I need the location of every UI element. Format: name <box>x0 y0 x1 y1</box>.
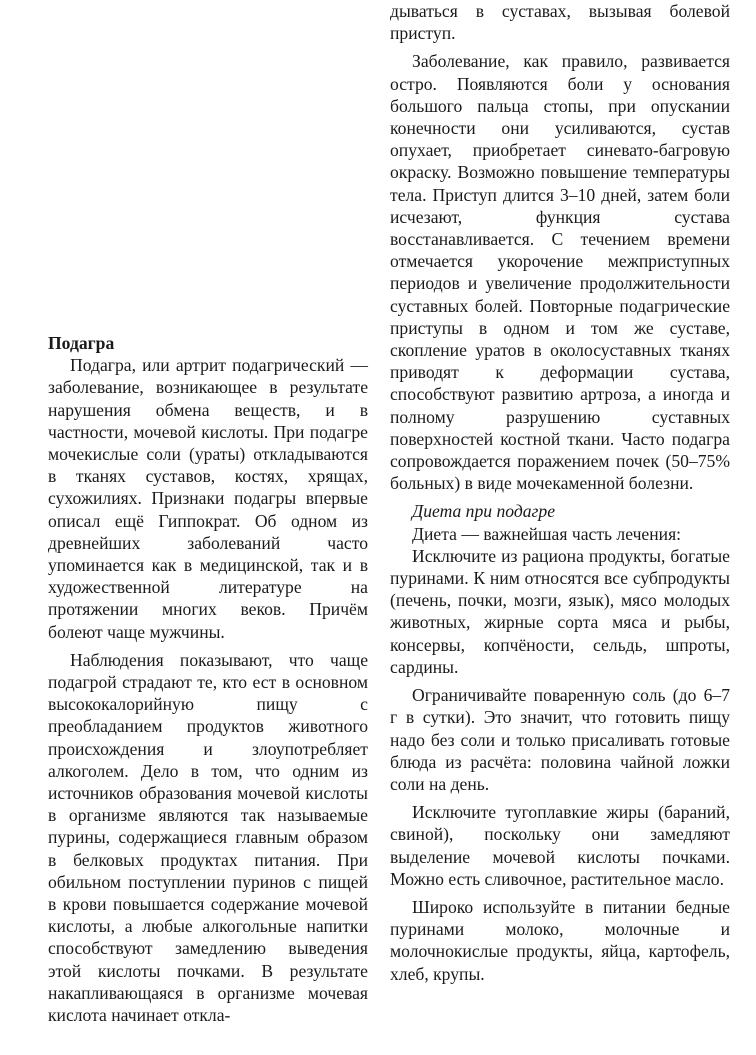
paragraph: Наблюдения показывают, что чаще подагрой страдают те, кто ест в основном высококалорийную пищу с преобладанием продуктов животного происхождения и злоупотребляет алкоголем. Дело в том, что одним из источников образования мочевой кислоты в организме являются так называемые пурины, содержащиеся главным образом в белковых продуктах питания. При обильном поступлении пуринов с пищей в крови повышается содержание мочевой кислоты, а любые алкогольные напитки способствуют замедлению выведения этой кислоты почками. В результате накапливающаяся в организме мочевая кислота начинает откла- <box>48 649 368 1026</box>
paragraph: Исключите из рациона продукты, богатые пуринами. К ним относятся все субпродукты (печень, почки, мозги, язык), мясо молодых животных, жирные сорта мяса и рыбы, консервы, копчёности, сельдь, шпроты, сардины. <box>390 545 730 677</box>
paragraph: Подагра, или артрит подагрический — заболевание, возникающее в результате нарушения обмена веществ, и в частности, мочевой кислоты. При подагре мочекислые соли (ураты) откладываются в тканях суставов, костях, хрящах, сухожилиях. Признаки подагры впервые описал ещё Гиппократ. Об одном из древнейших заболеваний часто упоминается как в медицинской, так и в художественной литературе на протяжении многих веков. Причём болеют чаще мужчины. <box>48 355 368 642</box>
subsection-heading: Диета при подагре <box>412 501 556 522</box>
paragraph: Диета — важнейшая часть лечения: <box>412 523 682 544</box>
paragraph: Исключите тугоплавкие жиры (бараний, свиной), поскольку они замедляют выделение мочевой кислоты почками. Можно есть сливочное, растительное масло. <box>390 802 730 889</box>
paragraph-continuation: дываться в суставах, вызывая болевой приступ. <box>390 1 730 44</box>
paragraph: Заболевание, как правило, развивается остро. Появляются боли у основания большого пальца стопы, при опускании конечности они усиливаются, сустав опухает, приобретает синевато-багровую окраску. Возможно повышение температуры тела. Приступ длится 3–10 дней, затем боли исчезают, функция сустава восстанавливается. С течением времени отмечается укорочение межприступных периодов и увеличение продолжительности суставных болей. Повторные подагрические приступы в одном и том же суставе, скопление уратов в околосуставных тканях приводят к деформации сустава, способствуют развитию артроза, а иногда и полному разрушению суставных поверхностей костной ткани. Часто подагра сопровождается поражением почек (50–75% больных) в виде мочекаменной болезни. <box>390 51 730 494</box>
paragraph: Ограничивайте поваренную соль (до 6–7 г в сутки). Это значит, что готовить пищу надо без соли и только присаливать готовые блюда из расчёта: половина чайной ложки соли на день. <box>390 685 730 794</box>
section-heading: Подагра <box>48 333 115 353</box>
left-column <box>48 332 368 1026</box>
paragraph: Широко используйте в питании бедные пуринами молоко, молочные и молочнокислые продукты, яйца, картофель, хлеб, крупы. <box>390 896 730 984</box>
right-column <box>390 0 730 985</box>
